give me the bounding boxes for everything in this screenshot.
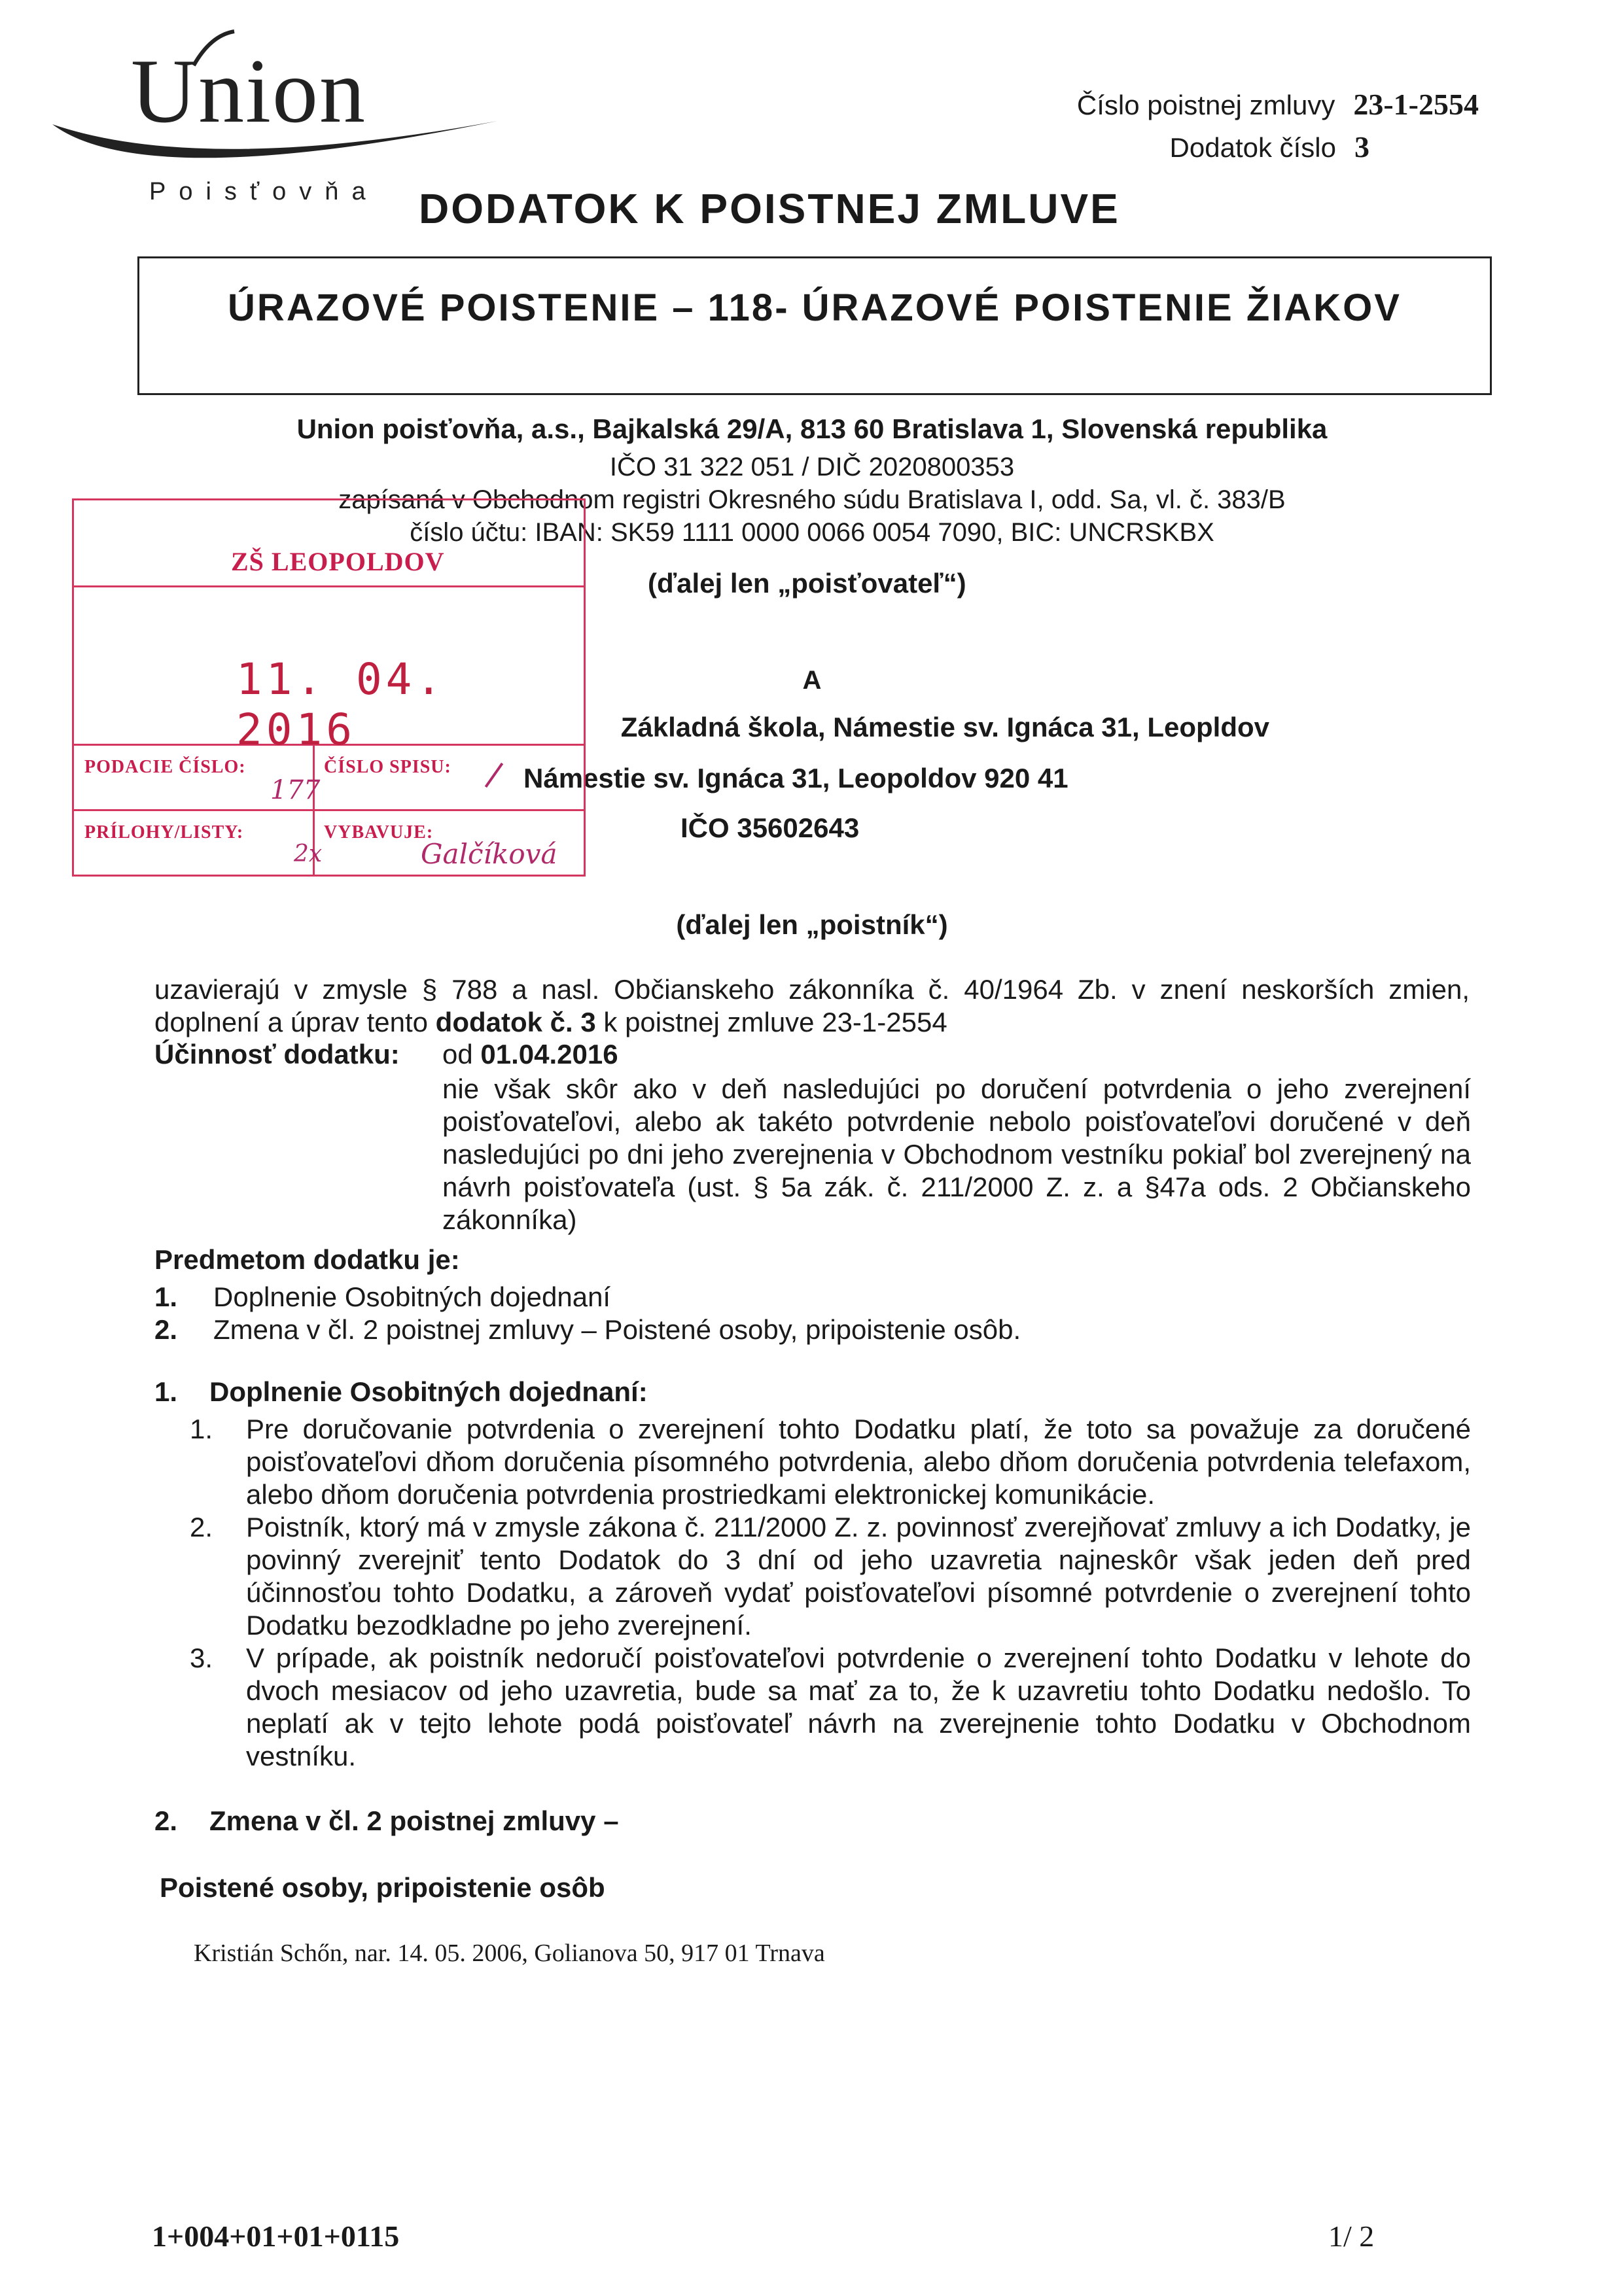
section2-title-text: Zmena v čl. 2 poistnej zmluvy – <box>209 1805 619 1836</box>
clause-item <box>190 1413 1471 1511</box>
amendment-number-label: Dodatok číslo <box>1169 132 1336 163</box>
effect-date-value: 01.04.2016 <box>480 1039 618 1070</box>
insurer-registry: zapísaná v Obchodnom registri Okresného súdu Bratislava I, odd. Sa, vl. č. 383/B <box>338 485 1286 514</box>
stamp-date: 11. 04. 2016 <box>236 654 446 755</box>
effect-label: Účinnosť dodatku: <box>154 1039 400 1070</box>
clause-number: 1. <box>190 1414 213 1444</box>
footer-code: 1+004+01+01+0115 <box>152 2219 400 2253</box>
effect-date <box>442 1039 618 1070</box>
subject-item-text: Zmena v čl. 2 poistnej zmluvy – Poistené osoby, pripoistenie osôb. <box>213 1314 1021 1345</box>
policyholder-address: Námestie sv. Ignáca 31, Leopoldov 920 41 <box>523 763 1068 793</box>
subject-item-number: 1. <box>154 1281 178 1312</box>
page-number: 1/ 2 <box>1328 2219 1375 2253</box>
union-logo: Union <box>131 41 366 142</box>
subject-list <box>154 1281 1021 1346</box>
stamp-podacie-value: 177 <box>270 775 321 805</box>
contract-number-label: Číslo poistnej zmluvy <box>1076 90 1335 120</box>
subject-title: Predmetom dodatku je: <box>154 1244 460 1275</box>
stamp-spis-slash <box>485 763 504 788</box>
insurer-name: Union poisťovňa, a.s., Bajkalská 29/A, 813 60 Bratislava 1, Slovenská republika <box>296 413 1328 444</box>
subject-item-number: 2. <box>154 1314 178 1345</box>
section2-subtitle: Poistené osoby, pripoistenie osôb <box>160 1872 605 1903</box>
insurer-ids: IČO 31 322 051 / DIČ 2020800353 <box>609 453 1015 481</box>
intro-text-end: k poistnej zmluve 23-1-2554 <box>595 1007 947 1037</box>
conjunction: A <box>802 666 822 695</box>
clause-list <box>190 1413 1471 1773</box>
section2-number: 2. <box>154 1805 178 1836</box>
section1-number: 1. <box>154 1376 178 1407</box>
clause-item <box>190 1642 1471 1773</box>
insured-person: Kristián Schőn, nar. 14. 05. 2006, Golianova 50, 917 01 Trnava <box>194 1939 825 1967</box>
clause-text: Pre doručovanie potvrdenia o zverejnení tohto Dodatku platí, že toto sa považuje za doručené poisťovateľovi dňom doručenia písomného potvrdenia, alebo dňom doručenia potvrdenia telefaxom, alebo dňom doručenia potvrdenia prostriedkami elektronickej komunikácie. <box>246 1414 1471 1510</box>
section1-title <box>154 1376 648 1408</box>
registry-stamp <box>72 498 586 877</box>
product-box <box>137 256 1492 395</box>
stamp-school: ZŠ LEOPOLDOV <box>231 547 445 576</box>
stamp-podacie-label: PODACIE ČÍSLO: <box>84 757 246 777</box>
intro-text: uzavierajú v zmysle § 788 a nasl. Občianskeho zákonníka č. 40/1964 Zb. v znení neskorších zmien, doplnení a úprav tento <box>154 974 1470 1037</box>
policyholder-reference: (ďalej len „poistník“) <box>676 909 948 940</box>
effect-prefix: od <box>442 1039 481 1070</box>
stamp-spis-label: ČÍSLO SPISU: <box>324 757 451 777</box>
stamp-prilohy-label: PRÍLOHY/LISTY: <box>84 822 244 843</box>
clause-item <box>190 1511 1471 1642</box>
stamp-vybavuje-signature: Galčíková <box>421 838 557 870</box>
clause-number: 2. <box>190 1512 213 1542</box>
policyholder-ico: IČO 35602643 <box>680 812 860 843</box>
amendment-number: 3 <box>1354 130 1369 164</box>
clause-number: 3. <box>190 1643 213 1673</box>
intro-amendment: dodatok č. 3 <box>435 1007 596 1037</box>
logo-subtitle: Poisťovňa <box>149 178 379 205</box>
contract-info <box>916 84 1479 169</box>
section2-title <box>154 1805 619 1837</box>
effect-note: nie však skôr ako v deň nasledujúci po doručení potvrdenia o jeho zverejnení poisťovateľovi, alebo ak takéto potvrdenie nebolo poisťovateľovi doručené v deň nasledujúci po dni jeho zverejnenia v Obchodnom vestníku pokiaľ bol zverejnený na návrh poisťovateľa (ust. § 5a zák. č. 211/2000 Z. z. a §47a ods. 2 Občianskeho zákonníka) <box>442 1073 1471 1235</box>
policyholder-name: Základná škola, Námestie sv. Ignáca 31, Leopldov <box>620 712 1269 742</box>
clause-text: V prípade, ak poistník nedoručí poisťovateľovi potvrdenie o zverejnení tohto Dodatku v lehote do dvoch mesiacov od jeho uzavretia, bude sa mať za to, že k uzavretiu tohto Dodatku nedošlo. To neplatí ak v tejto lehote podá poisťovateľ návrh na zverejnenie tohto Dodatku v Obchodnom vestníku. <box>246 1643 1471 1771</box>
product-title: ÚRAZOVÉ POISTENIE – 118- ÚRAZOVÉ POISTENIE ŽIAKOV <box>228 287 1402 329</box>
subject-item-text: Doplnenie Osobitných dojednaní <box>213 1281 611 1312</box>
subject-item <box>154 1313 1021 1346</box>
stamp-vybavuje-label: VYBAVUJE: <box>324 822 434 843</box>
insurer-reference: (ďalej len „poisťovateľ“) <box>648 568 966 599</box>
clause-text: Poistník, ktorý má v zmysle zákona č. 211/2000 Z. z. povinnosť zverejňovať zmluvy a ich Dodatky, je povinný zverejniť tento Dodatok do 3 dní od jeho uzavretia najneskôr však jeden deň pred účinnosťou tohto Dodatku, a zároveň vydať poisťovateľovi písomné potvrdenie o zverejnení tohto Dodatku bezodkladne po jeho zverejnení. <box>246 1512 1471 1641</box>
subject-item <box>154 1281 1021 1313</box>
contract-number: 23-1-2554 <box>1353 88 1479 121</box>
insurer-account: číslo účtu: IBAN: SK59 1111 0000 0066 0054 7090, BIC: UNCRSKBX <box>410 518 1214 547</box>
intro-paragraph <box>154 973 1470 1039</box>
document-title: DODATOK K POISTNEJ ZMLUVE <box>419 185 1120 232</box>
section1-title-text: Doplnenie Osobitných dojednaní: <box>209 1376 648 1407</box>
stamp-prilohy-value: 2x <box>294 841 323 867</box>
